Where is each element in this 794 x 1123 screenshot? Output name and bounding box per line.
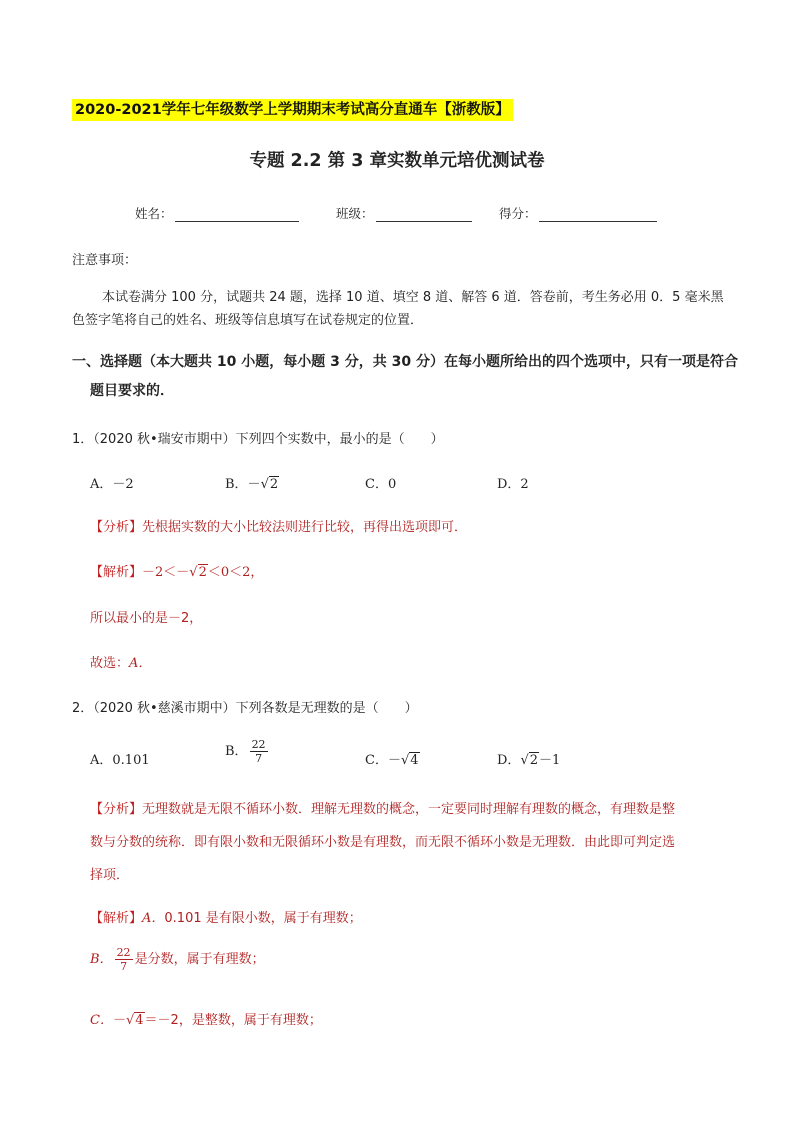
q1-choice-letter: A．: [129, 656, 152, 671]
q2-option-b-prefix: B．: [225, 744, 248, 759]
q2-analysis-line-1: [90, 798, 675, 817]
q1-choice-prefix: 故选：: [90, 656, 130, 671]
q2-analysis-text-1: 无理数就是无限不循环小数．理解无理数的概念，一定要同时理解有理数的概念，有理数是整: [142, 802, 676, 817]
q1-solution-radicand: 2: [198, 565, 207, 580]
q2-solution-c: [90, 1009, 322, 1028]
section-heading-line-1: 一、选择题（本大题共 10 小题，每小题 3 分，共 30 分）在每小题所给出的四个选项中，只有一项是符合: [72, 354, 738, 370]
fraction: [250, 738, 268, 765]
class-field: [336, 204, 472, 222]
q1-solution-part-1: －2＜－: [142, 565, 190, 580]
q1-choice: [90, 652, 151, 671]
analysis-tag: 【分析】: [90, 520, 143, 535]
notice-heading: 注意事项：: [72, 253, 138, 268]
q2-solution-c-part-1: －: [112, 1013, 126, 1028]
name-field: [135, 204, 299, 222]
section-heading-line-2: 题目要求的．: [90, 383, 174, 399]
q2-solution-b-text: 是分数，属于有理数；: [134, 952, 265, 967]
q1-option-c: C．0: [365, 477, 397, 492]
fraction-numerator: 22: [116, 946, 131, 959]
class-label: 班级：: [336, 206, 374, 221]
q2-option-d-radicand: 2: [529, 753, 539, 768]
sqrt-symbol: √2: [260, 477, 279, 492]
q2-solution-c-letter: C．: [90, 1013, 113, 1028]
q1-option-b-prefix: B．－: [225, 477, 261, 492]
q1-option-b: [225, 473, 279, 492]
q2-solution-a-letter: A．: [142, 911, 165, 926]
q1-analysis-text: 先根据实数的大小比较法则进行比较，再得出选项即可．: [142, 520, 468, 535]
q2-stem: 2．（2020 秋•慈溪市期中）下列各数是无理数的是（ ）: [72, 701, 418, 716]
q2-option-d-prefix: D．: [497, 753, 521, 768]
q2-analysis-line-2: 数与分数的统称．即有限小数和无限循环小数是有理数，而无限不循环小数是无理数．由此即可判定选: [90, 835, 676, 850]
q1-solution-part-2: ＜0＜2，: [207, 565, 264, 580]
q2-option-c: [365, 749, 420, 768]
q1-option-b-radicand: 2: [269, 477, 279, 492]
fraction: [115, 946, 133, 973]
q2-option-c-prefix: C．－: [365, 753, 401, 768]
q2-option-d-suffix: －1: [539, 753, 561, 768]
sqrt-symbol: √4: [125, 1013, 144, 1028]
q1-analysis: [90, 516, 467, 535]
name-blank: [175, 209, 299, 222]
sqrt-symbol: √4: [400, 753, 419, 768]
q2-solution-b-letter: B．: [90, 952, 113, 967]
score-field: [499, 204, 657, 222]
q2-solution-a: [90, 907, 362, 926]
fraction-denominator: 7: [120, 960, 128, 973]
notice-line-2: 色签字笔将自己的姓名、班级等信息填写在试卷规定的位置．: [72, 313, 424, 328]
q2-solution-c-radicand: 4: [135, 1013, 144, 1028]
page-title: 专题 2.2 第 3 章实数单元培优测试卷: [249, 151, 545, 171]
fraction-denominator: 7: [255, 752, 263, 765]
q2-option-d: [497, 749, 560, 768]
notice-line-1: 本试卷满分 100 分，试题共 24 题，选择 10 道、填空 8 道、解答 6 道．答卷前，考生务必用 0．5 毫米黑: [102, 290, 724, 305]
sqrt-symbol: √2: [520, 753, 539, 768]
name-label: 姓名：: [135, 206, 173, 221]
solution-tag: 【解析】: [90, 565, 143, 580]
fraction-numerator: 22: [251, 738, 266, 751]
q2-solution-c-part-2: ＝－2，是整数，属于有理数；: [144, 1013, 322, 1028]
class-blank: [376, 209, 472, 222]
q2-solution-b: [90, 946, 265, 973]
q2-option-b: [225, 738, 270, 765]
q1-solution-line-2: 所以最小的是－2，: [90, 611, 203, 626]
q2-analysis-line-3: 择项．: [90, 868, 130, 883]
q1-option-d: D．2: [497, 477, 529, 492]
score-blank: [539, 209, 657, 222]
sqrt-symbol: √2: [189, 565, 207, 580]
q1-stem: 1．（2020 秋•瑞安市期中）下列四个实数中，最小的是（ ）: [72, 432, 444, 447]
q2-option-a: A．0.101: [90, 753, 150, 768]
solution-tag: 【解析】: [90, 911, 143, 926]
top-banner: 2020-2021学年七年级数学上学期期末考试高分直通车【浙教版】: [72, 99, 513, 121]
score-label: 得分：: [499, 206, 537, 221]
q1-option-a: A．－2: [90, 477, 134, 492]
q2-solution-a-text: 0.101 是有限小数，属于有理数；: [164, 911, 362, 926]
q1-solution: [90, 561, 263, 580]
analysis-tag: 【分析】: [90, 802, 143, 817]
q2-option-c-radicand: 4: [410, 753, 419, 768]
